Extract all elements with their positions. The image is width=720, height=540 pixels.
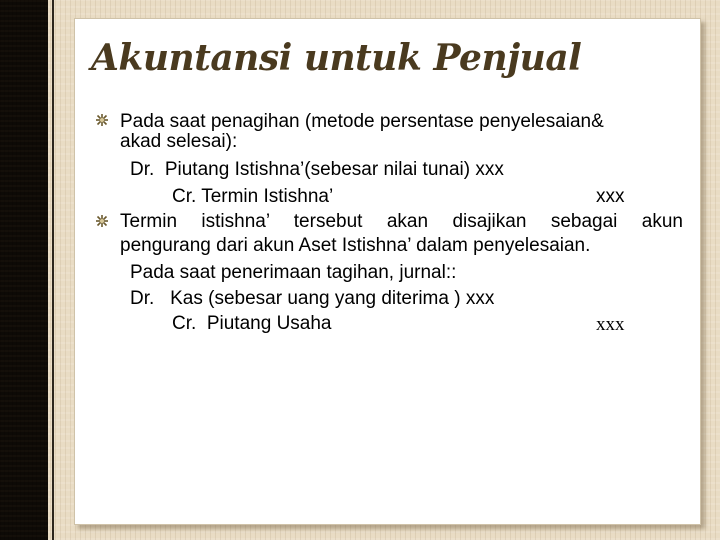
debit-label: Dr. — [130, 159, 155, 180]
slide-body — [75, 19, 700, 524]
journal2-debit — [130, 289, 494, 309]
star-bullet-icon — [95, 113, 109, 127]
bullet2-line2: pengurang dari akun Aset Istishna’ dalam penyelesaian. — [120, 235, 591, 256]
journal2-credit-amount: xxx — [596, 314, 625, 335]
content-panel — [74, 18, 701, 525]
journal1-credit: Cr. Termin Istishna’ — [172, 186, 334, 207]
bullet2-line1: Termin istishna’ tersebut akan disajikan sebagai akun — [120, 211, 683, 232]
bullet1-line1: Pada saat penagihan (metode persentase penyelesaian& — [120, 111, 604, 132]
debit-label: Dr. — [130, 288, 155, 309]
journal1-credit-amount: xxx — [596, 186, 625, 207]
credit-text: Piutang Usaha — [206, 313, 332, 334]
credit-label: Cr. — [172, 313, 197, 334]
journal1-debit — [130, 160, 504, 180]
debit-text: Piutang Istishna’(sebesar nilai tunai) xxx — [164, 159, 504, 180]
bullet1-line2: akad selesai): — [120, 131, 238, 152]
journal2-credit — [172, 314, 332, 334]
receipt-text: Pada saat penerimaan tagihan, jurnal:: — [130, 262, 457, 283]
star-bullet-icon — [95, 214, 109, 228]
slide-title: Akuntansi untuk Penjual — [91, 37, 582, 79]
left-border-strip — [0, 0, 48, 540]
left-border-line — [52, 0, 54, 540]
debit-text: Kas (sebesar uang yang diterima ) xxx — [170, 288, 495, 309]
